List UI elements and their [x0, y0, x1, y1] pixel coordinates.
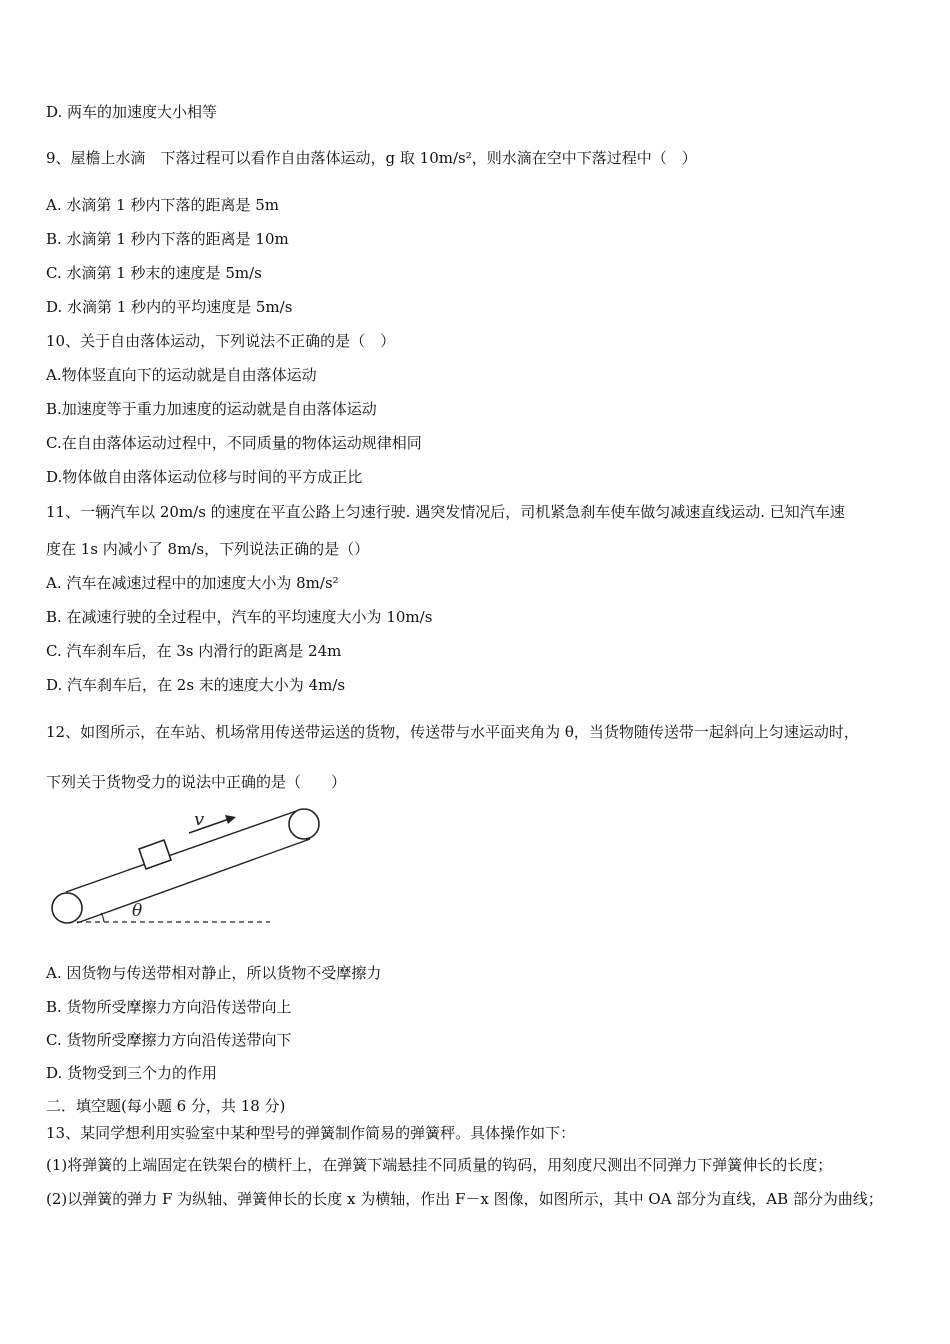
text-line: C. 汽车刹车后，在 3s 内滑行的距离是 24m: [46, 642, 342, 660]
text-line: B.加速度等于重力加速度的运动就是自由落体运动: [46, 400, 377, 418]
velocity-arrow-head: [225, 815, 236, 824]
text-line: C. 水滴第 1 秒末的速度是 5m/s: [46, 264, 262, 282]
text-line: 12、如图所示，在车站、机场常用传送带运送的货物，传送带与水平面夹角为 θ，当货物随传送带一起斜向上匀速运动时，: [46, 723, 859, 741]
upper-roller: [289, 809, 319, 839]
text-line: 度在 1s 内减小了 8m/s，下列说法正确的是（）: [46, 540, 370, 558]
text-line: D. 货物受到三个力的作用: [46, 1064, 218, 1082]
text-line: A.物体竖直向下的运动就是自由落体运动: [46, 366, 317, 384]
belt-bottom-edge: [77, 839, 310, 923]
text-line: D. 汽车刹车后，在 2s 末的速度大小为 4m/s: [46, 676, 346, 694]
text-line: D.物体做自由落体运动位移与时间的平方成正比: [46, 468, 363, 486]
text-line: 13、某同学想利用实验室中某种型号的弹簧制作简易的弹簧秤。具体操作如下：: [46, 1124, 576, 1142]
text-line: B. 货物所受摩擦力方向沿传送带向上: [46, 998, 292, 1016]
text-line: (1)将弹簧的上端固定在铁架台的横杆上，在弹簧下端悬挂不同质量的钩码，用刻度尺测出不同弹力下弹簧伸长的长度；: [46, 1156, 833, 1174]
velocity-label: v: [194, 809, 205, 830]
text-line: (2)以弹簧的弹力 F 为纵轴、弹簧伸长的长度 x 为横轴，作出 F－x 图像，如图所示，其中 OA 部分为直线，AB 部分为曲线；: [46, 1190, 883, 1208]
text-line: B. 水滴第 1 秒内下落的距离是 10m: [46, 230, 289, 248]
belt-top-edge: [66, 809, 302, 892]
conveyor-belt-figure: [44, 800, 334, 934]
lower-roller: [52, 893, 82, 923]
text-line: D. 水滴第 1 秒内的平均速度是 5m/s: [46, 298, 293, 316]
text-line: 二．填空题(每小题 6 分，共 18 分): [46, 1097, 286, 1115]
text-line: C.在自由落体运动过程中，不同质量的物体运动规律相同: [46, 434, 422, 452]
text-line: A. 水滴第 1 秒内下落的距离是 5m: [46, 196, 279, 214]
text-line: B. 在减速行驶的全过程中，汽车的平均速度大小为 10m/s: [46, 608, 433, 626]
text-line: 9、屋檐上水滴 下落过程可以看作自由落体运动，g 取 10m/s²，则水滴在空中下落过程中（ ）: [46, 149, 697, 167]
text-line: D. 两车的加速度大小相等: [46, 103, 218, 121]
text-line: A. 汽车在减速过程中的加速度大小为 8m/s²: [46, 574, 339, 592]
text-line: 下列关于货物受力的说法中正确的是（ ）: [46, 773, 347, 791]
text-line: 10、关于自由落体运动，下列说法不正确的是（ ）: [46, 332, 396, 350]
cargo-box: [139, 840, 171, 869]
angle-label: θ: [132, 901, 143, 921]
text-line: A. 因货物与传送带相对静止，所以货物不受摩擦力: [46, 964, 382, 982]
text-line: 11、一辆汽车以 20m/s 的速度在平直公路上匀速行驶. 遇突发情况后，司机紧急刹车使车做匀减速直线运动. 已知汽车速: [46, 503, 845, 521]
text-line: C. 货物所受摩擦力方向沿传送带向下: [46, 1031, 292, 1049]
